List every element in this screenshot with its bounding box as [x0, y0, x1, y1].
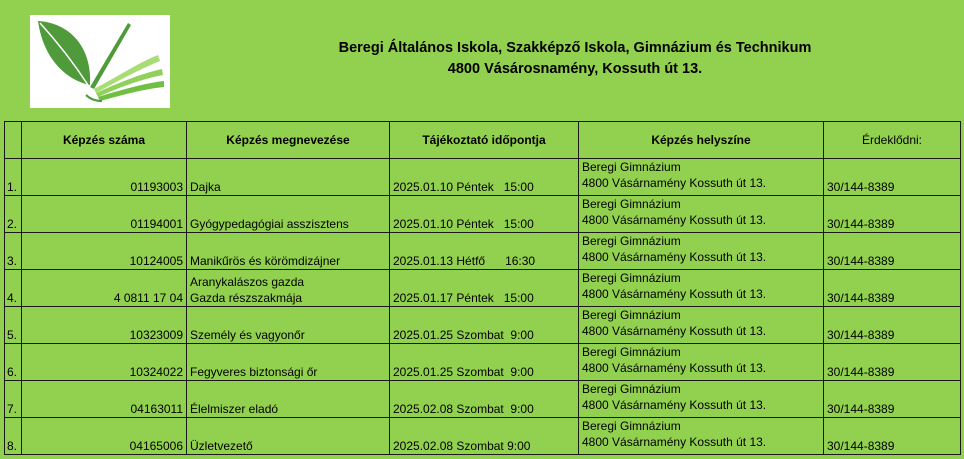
location-line1: Beregi Gimnázium [582, 345, 681, 359]
location-line1: Beregi Gimnázium [582, 308, 681, 322]
location-line2: 4800 Vásárnamény Kossuth út 13. [582, 398, 767, 412]
course-name-line2: Dajka [190, 180, 221, 194]
info-date: 2025.01.13 Hétfő 16:30 [390, 233, 579, 270]
location-line2: 4800 Vásárnamény Kossuth út 13. [582, 361, 767, 375]
contact-phone: 30/144-8389 [824, 196, 961, 233]
info-date: 2025.01.10 Péntek 15:00 [390, 196, 579, 233]
course-location [579, 233, 824, 270]
table-row [5, 344, 961, 381]
course-name-line2: Gazda részszakmája [190, 291, 303, 305]
row-number: 6. [5, 344, 22, 381]
course-name [187, 381, 390, 418]
school-title [190, 38, 960, 80]
course-code: 01194001 [22, 196, 187, 233]
course-name [187, 196, 390, 233]
row-number: 2. [5, 196, 22, 233]
table-row [5, 196, 961, 233]
row-number: 5. [5, 307, 22, 344]
course-location [579, 418, 824, 455]
header [0, 0, 964, 119]
table-row [5, 307, 961, 344]
course-code: 4 0811 17 04 [22, 270, 187, 307]
course-location [579, 344, 824, 381]
column-header-number [5, 122, 22, 159]
course-code: 04165006 [22, 418, 187, 455]
contact-phone: 30/144-8389 [824, 418, 961, 455]
location-line2: 4800 Vásárnamény Kossuth út 13. [582, 287, 767, 301]
table-row [5, 270, 961, 307]
info-date: 2025.01.25 Szombat 9:00 [390, 344, 579, 381]
location-line2: 4800 Vásárnamény Kossuth út 13. [582, 176, 767, 190]
course-name [187, 270, 390, 307]
location-line1: Beregi Gimnázium [582, 160, 681, 174]
table-row [5, 233, 961, 270]
location-line2: 4800 Vásárnamény Kossuth út 13. [582, 250, 767, 264]
column-header-date: Tájékoztató időpontja [390, 122, 579, 159]
course-name-line2: Élelmiszer eladó [190, 402, 279, 416]
info-date: 2025.02.08 Szombat 9:00 [390, 418, 579, 455]
info-date: 2025.01.10 Péntek 15:00 [390, 159, 579, 196]
course-name [187, 344, 390, 381]
course-location [579, 270, 824, 307]
row-number: 4. [5, 270, 22, 307]
contact-phone: 30/144-8389 [824, 270, 961, 307]
row-number: 8. [5, 418, 22, 455]
course-name-line2: Üzletvezető [190, 439, 253, 453]
course-code: 10124005 [22, 233, 187, 270]
school-address: 4800 Vásárosnamény, Kossuth út 13. [447, 61, 703, 77]
table-row [5, 418, 961, 455]
course-name [187, 233, 390, 270]
course-name-line2: Manikűrös és körömdizájner [190, 254, 341, 268]
location-line2: 4800 Vásárnamény Kossuth út 13. [582, 324, 767, 338]
contact-phone: 30/144-8389 [824, 307, 961, 344]
contact-phone: 30/144-8389 [824, 344, 961, 381]
column-header-code: Képzés száma [22, 122, 187, 159]
contact-phone: 30/144-8389 [824, 381, 961, 418]
leaf-book-logo-icon [30, 15, 170, 108]
table-row [5, 159, 961, 196]
course-name [187, 307, 390, 344]
course-location [579, 196, 824, 233]
row-number: 3. [5, 233, 22, 270]
course-location [579, 159, 824, 196]
location-line1: Beregi Gimnázium [582, 419, 681, 433]
location-line2: 4800 Vásárnamény Kossuth út 13. [582, 213, 767, 227]
course-location [579, 381, 824, 418]
info-date: 2025.02.08 Szombat 9:00 [390, 381, 579, 418]
row-number: 7. [5, 381, 22, 418]
info-date: 2025.01.25 Szombat 9:00 [390, 307, 579, 344]
location-line1: Beregi Gimnázium [582, 197, 681, 211]
course-code: 01193003 [22, 159, 187, 196]
course-code: 10323009 [22, 307, 187, 344]
table-row [5, 381, 961, 418]
course-location [579, 307, 824, 344]
course-name [187, 159, 390, 196]
column-header-location: Képzés helyszíne [579, 122, 824, 159]
course-name-line2: Gyógypedagógiai asszisztens [190, 217, 349, 231]
contact-phone: 30/144-8389 [824, 159, 961, 196]
course-name-line2: Személy és vagyonőr [190, 328, 305, 342]
contact-phone: 30/144-8389 [824, 233, 961, 270]
course-code: 04163011 [22, 381, 187, 418]
course-name-line2: Fegyveres biztonsági őr [190, 365, 318, 379]
school-name: Beregi Általános Iskola, Szakképző Iskola, Gimnázium és Technikum [338, 40, 812, 56]
info-date: 2025.01.17 Péntek 15:00 [390, 270, 579, 307]
location-line1: Beregi Gimnázium [582, 382, 681, 396]
location-line1: Beregi Gimnázium [582, 271, 681, 285]
course-name [187, 418, 390, 455]
row-number: 1. [5, 159, 22, 196]
courses-table [4, 121, 961, 455]
column-header-name: Képzés megnevezése [187, 122, 390, 159]
location-line1: Beregi Gimnázium [582, 234, 681, 248]
column-header-contact: Érdeklődni: [824, 122, 961, 159]
location-line2: 4800 Vásárnamény Kossuth út 13. [582, 435, 767, 449]
course-name-line1: Aranykalászos gazda [190, 275, 305, 289]
table-header-row [5, 122, 961, 159]
course-code: 10324022 [22, 344, 187, 381]
